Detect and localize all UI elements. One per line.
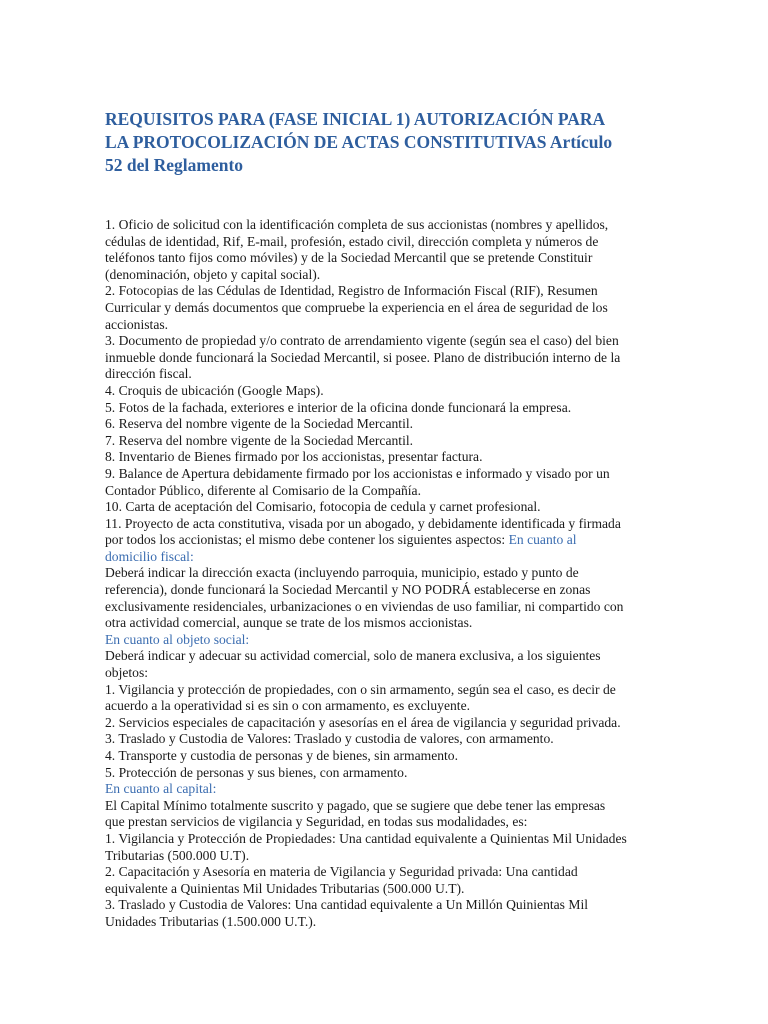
capital-line: que prestan servicios de vigilancia y Seguridad, en todas sus modalidades, es:	[105, 814, 528, 830]
document-page	[105, 108, 665, 931]
capital-line: 2. Capacitación y Asesoría en materia de Vigilancia y Seguridad privada: Una cantidad	[105, 864, 578, 880]
requirement-line: 10. Carta de aceptación del Comisario, fotocopia de cedula y carnet profesional.	[105, 499, 541, 515]
capital-line: Unidades Tributarias (1.500.000 U.T.).	[105, 913, 317, 929]
requirement-line: inmueble donde funcionará la Sociedad Mercantil, si posee. Plano de distribución interno de la	[105, 349, 621, 365]
title-line: LA PROTOCOLIZACIÓN DE ACTAS CONSTITUTIVAS Artículo	[105, 132, 613, 152]
requirement-line: Contador Público, diferente al Comisario de la Compañía.	[105, 482, 421, 498]
objeto-line: 3. Traslado y Custodia de Valores: Traslado y custodia de valores, con armamento.	[105, 731, 554, 747]
requirement-line: 2. Fotocopias de las Cédulas de Identidad, Registro de Información Fiscal (RIF), Resumen	[105, 283, 598, 299]
section-heading-objeto: En cuanto al objeto social:	[105, 631, 250, 647]
objeto-line: Deberá indicar y adecuar su actividad comercial, solo de manera exclusiva, a los siguientes	[105, 648, 601, 664]
section-heading-domicilio: domicilio fiscal:	[105, 548, 194, 564]
domicilio-line: Deberá indicar la dirección exacta (incluyendo parroquia, municipio, estado y punto de	[105, 565, 579, 581]
requirement-line: 7. Reserva del nombre vigente de la Sociedad Mercantil.	[105, 432, 414, 448]
requirement-line: 4. Croquis de ubicación (Google Maps).	[105, 382, 324, 398]
capital-line: 3. Traslado y Custodia de Valores: Una cantidad equivalente a Un Millón Quinientas Mil	[105, 897, 589, 913]
capital-line: 1. Vigilancia y Protección de Propiedades: Una cantidad equivalente a Quinientas Mil Unidades	[105, 830, 627, 846]
domicilio-line: otra actividad comercial, aunque se trate de los mismos accionistas.	[105, 615, 473, 631]
objeto-line: acuerdo a la operatividad si es sin o con armamento, es excluyente.	[105, 698, 471, 714]
requirement-line: teléfonos tanto fijos como móviles) y de la Sociedad Mercantil que se pretende Constituir	[105, 250, 593, 266]
section-heading-capital: En cuanto al capital:	[105, 781, 217, 797]
requirement-line: 9. Balance de Apertura debidamente firmado por los accionistas e informado y visado por un	[105, 465, 610, 481]
section-heading-inline: En cuanto al	[508, 532, 577, 548]
title-line: 52 del Reglamento	[105, 155, 244, 175]
requirement-line: 1. Oficio de solicitud con la identificación completa de sus accionistas (nombres y apellidos,	[105, 217, 609, 232]
capital-line: El Capital Mínimo totalmente suscrito y pagado, que se sugiere que debe tener las empresas	[105, 797, 606, 813]
title-line: REQUISITOS PARA (FASE INICIAL 1) AUTORIZACIÓN PARA	[105, 109, 606, 129]
capital-line: equivalente a Quinientas Mil Unidades Tributarias (500.000 U.T).	[105, 880, 465, 896]
requirement-line-text: por todos los accionistas; el mismo debe contener los siguientes aspectos:	[105, 532, 509, 548]
requirement-line: 8. Inventario de Bienes firmado por los accionistas, presentar factura.	[105, 449, 483, 465]
objeto-line: objetos:	[105, 665, 149, 681]
requirement-line: 3. Documento de propiedad y/o contrato de arrendamiento vigente (según sea el caso) del bien	[105, 333, 619, 349]
domicilio-line: exclusivamente residenciales, urbanizaciones o en viviendas de uso familiar, ni compartido con	[105, 598, 624, 614]
domicilio-line: referencia), donde funcionará la Sociedad Mercantil y NO PODRÁ establecerse en zonas	[105, 582, 591, 598]
requirement-line: (denominación, objeto y capital social).	[105, 266, 321, 282]
requirement-line: cédulas de identidad, Rif, E-mail, profesión, estado civil, dirección completa y números de	[105, 233, 599, 249]
objeto-line: 4. Transporte y custodia de personas y de bienes, sin armamento.	[105, 748, 458, 763]
objeto-line: 2. Servicios especiales de capacitación y asesorías en el área de vigilancia y seguridad privada.	[105, 714, 621, 730]
requirement-line: Curricular y demás documentos que compruebe la experiencia en el área de seguridad de los	[105, 299, 608, 315]
requirement-line: 6. Reserva del nombre vigente de la Sociedad Mercantil.	[105, 416, 414, 432]
objeto-line: 1. Vigilancia y protección de propiedades, con o sin armamento, según sea el caso, es decir de	[105, 681, 616, 697]
document-body	[105, 217, 665, 931]
objeto-line: 5. Protección de personas y sus bienes, con armamento.	[105, 764, 408, 780]
capital-line: Tributarias (500.000 U.T).	[105, 847, 250, 863]
requirement-line: 5. Fotos de la fachada, exteriores e interior de la oficina donde funcionará la empresa.	[105, 399, 572, 415]
requirement-line	[105, 532, 665, 549]
requirement-line: 11. Proyecto de acta constitutiva, visada por un abogado, y debidamente identificada y firmada	[105, 515, 621, 531]
document-title	[105, 108, 665, 177]
requirement-line: dirección fiscal.	[105, 366, 192, 382]
requirement-line: accionistas.	[105, 316, 169, 332]
